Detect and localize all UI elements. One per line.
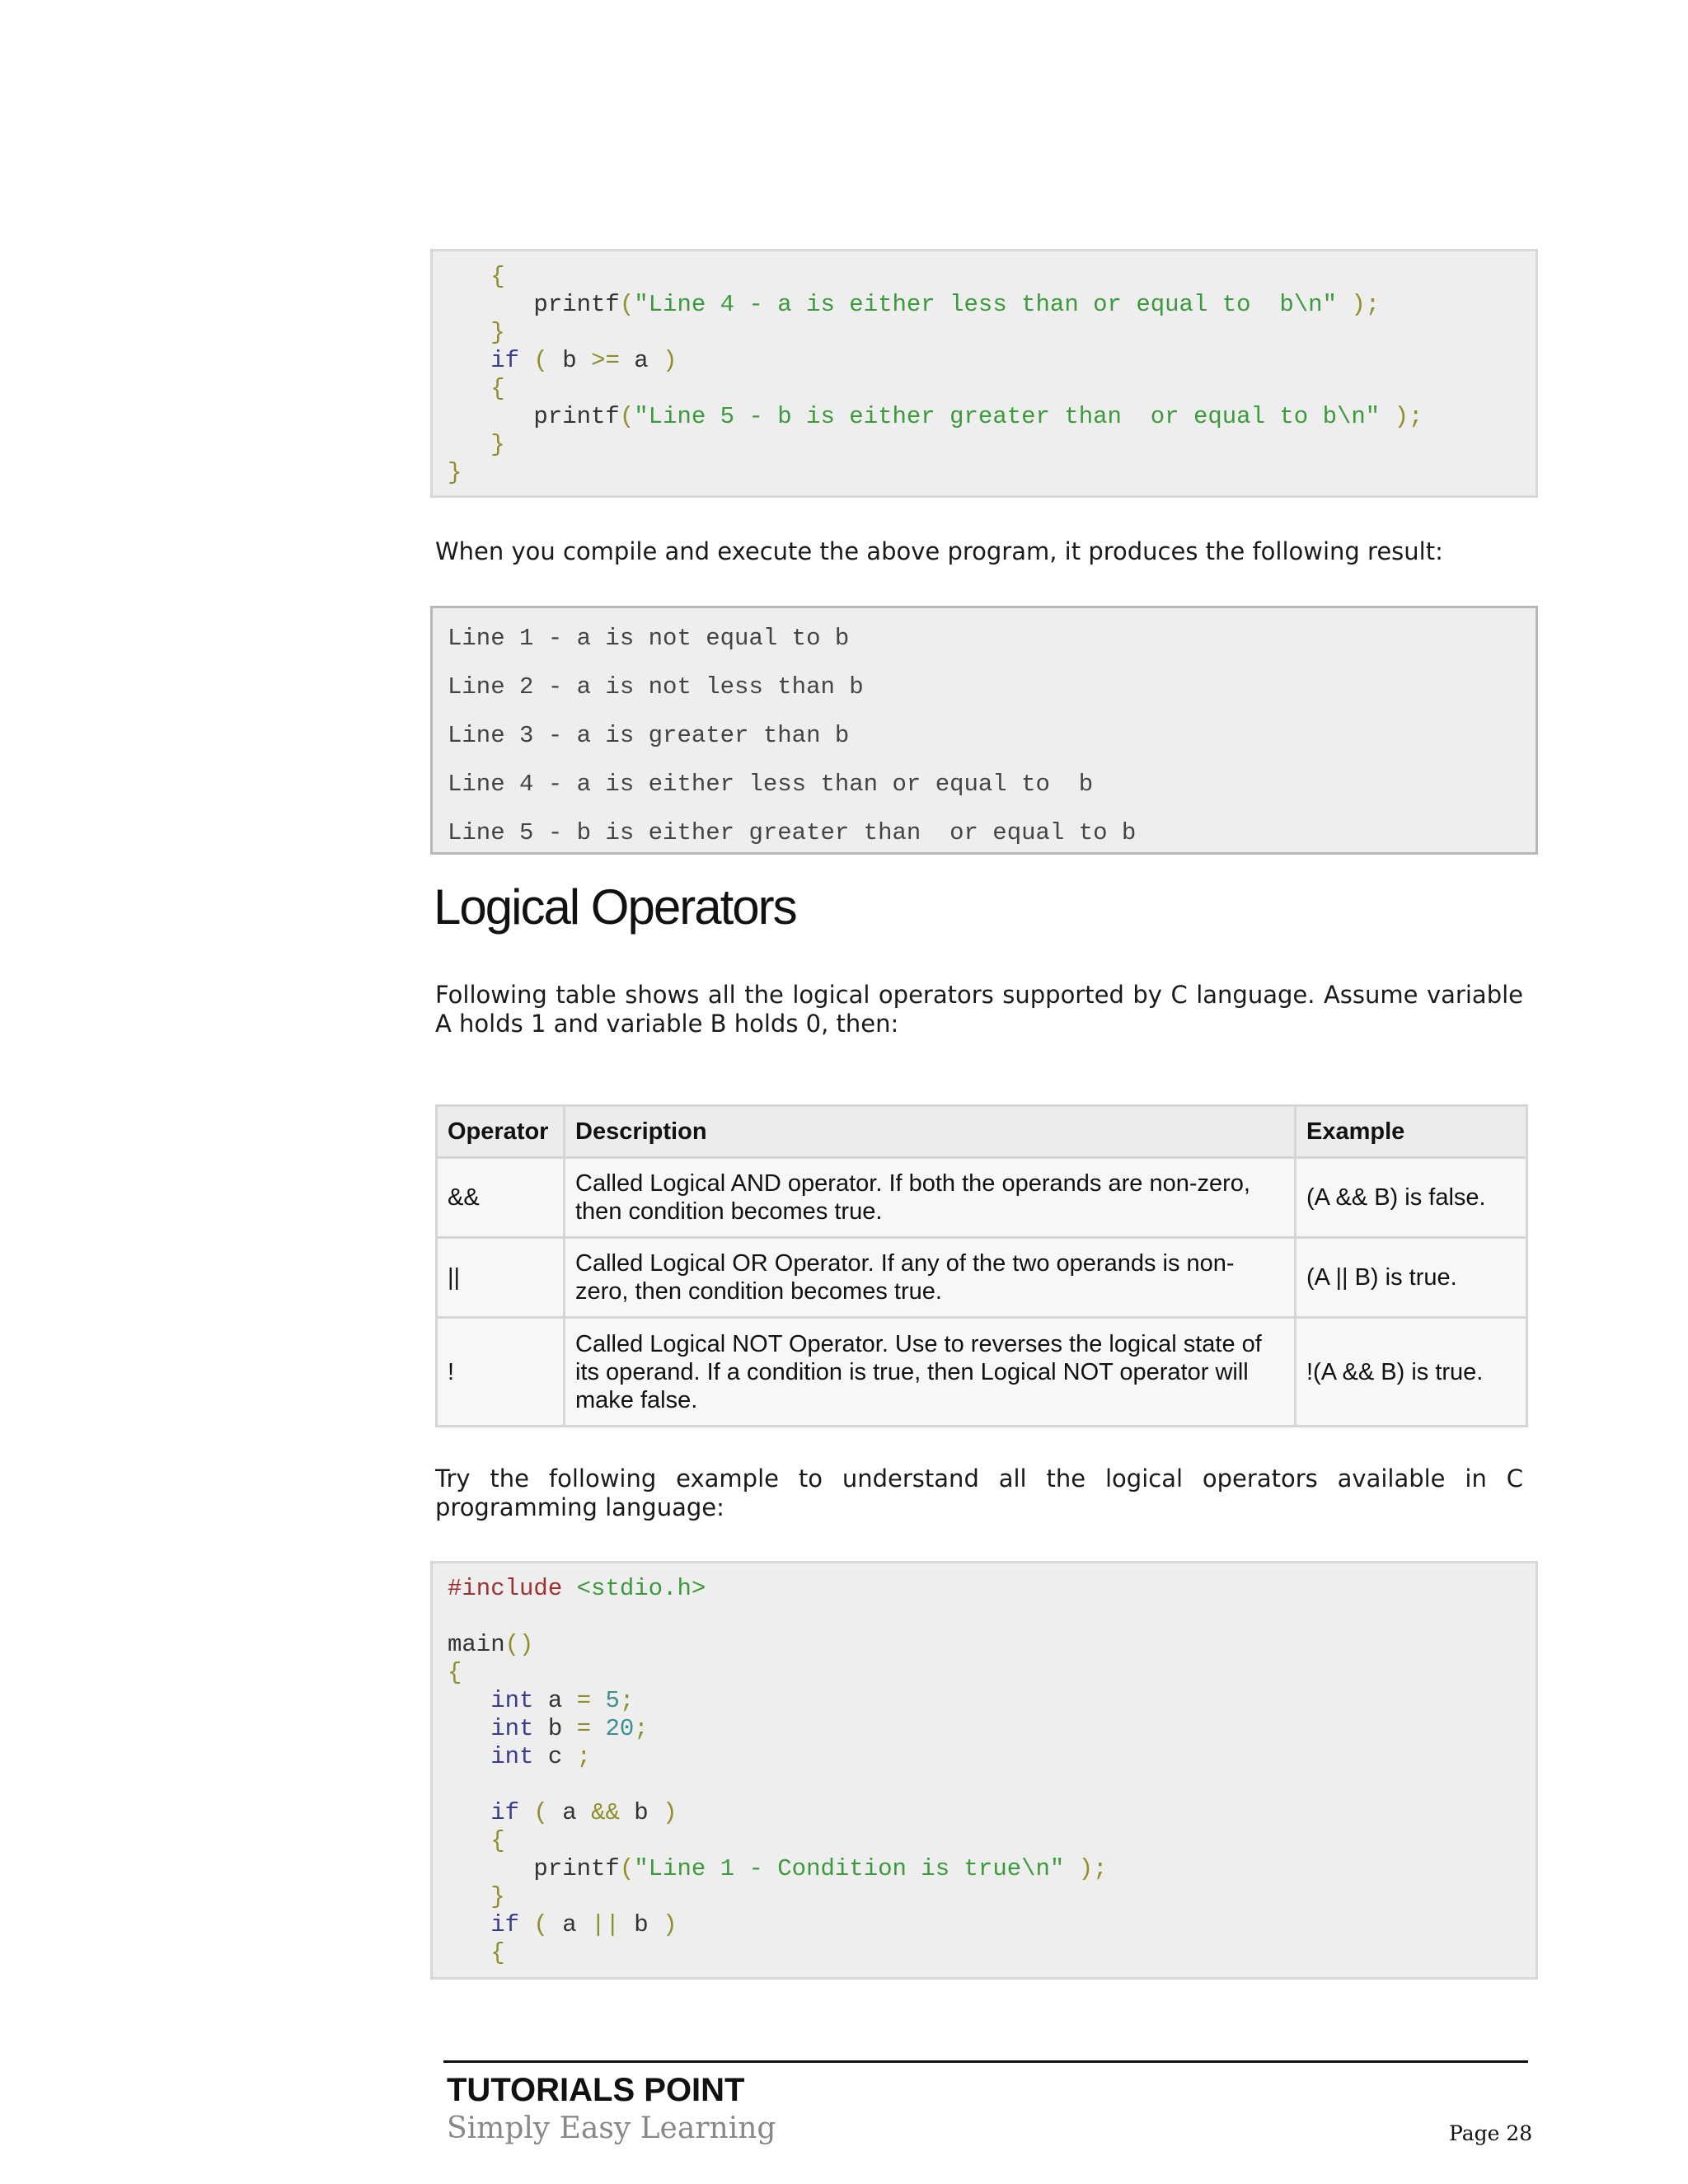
code-line xyxy=(448,319,505,347)
code-line xyxy=(448,459,462,487)
footer-divider xyxy=(443,2060,1528,2063)
code-line xyxy=(448,431,505,459)
code-token: () xyxy=(504,1631,534,1658)
code-token: int xyxy=(490,1715,534,1742)
code-token: b xyxy=(533,1715,577,1742)
code-token: >= xyxy=(591,347,620,374)
output-block xyxy=(430,606,1538,855)
code-token: ; xyxy=(634,1715,649,1742)
footer-brand: TUTORIALS POINT xyxy=(447,2072,745,2108)
description-cell: Called Logical AND operator. If both the operands are non-zero, then condition becomes true. xyxy=(565,1158,1296,1238)
description-cell: Called Logical OR Operator. If any of the two operands is non-zero, then condition becomes true. xyxy=(565,1238,1296,1318)
code-token: { xyxy=(490,1939,505,1966)
code-token: ; xyxy=(576,1743,592,1770)
code-token: c xyxy=(533,1743,577,1770)
code-token: ( xyxy=(619,1855,635,1882)
code-token: <stdio.h> xyxy=(576,1575,706,1602)
code-token: } xyxy=(490,431,505,458)
code-token: if xyxy=(490,1799,520,1826)
code-line xyxy=(448,1575,706,1603)
code-token: ) xyxy=(663,1799,678,1826)
code-token: && xyxy=(591,1799,620,1826)
code-line xyxy=(448,1883,505,1911)
code-block-top xyxy=(430,249,1538,498)
page-number: Page 28 xyxy=(1449,2121,1533,2145)
code-line xyxy=(448,375,505,403)
header-example: Example xyxy=(1296,1106,1527,1158)
code-token: b xyxy=(562,347,592,374)
code-token: ; xyxy=(619,1687,635,1714)
code-line xyxy=(448,347,678,375)
code-token: if xyxy=(490,1911,520,1938)
code-token: int xyxy=(490,1743,534,1770)
code-token: if xyxy=(490,347,520,374)
code-token: main xyxy=(448,1631,505,1658)
code-line xyxy=(448,1939,505,1967)
code-token: ( xyxy=(519,1911,563,1938)
code-token: } xyxy=(448,459,462,486)
output-line: Line 2 - a is not less than b xyxy=(448,673,864,701)
code-block-bottom xyxy=(430,1561,1538,1980)
code-token: printf xyxy=(533,291,620,318)
code-line xyxy=(448,1855,1108,1883)
code-token: } xyxy=(490,319,505,346)
code-token: ); xyxy=(1380,403,1423,430)
code-token: a xyxy=(562,1799,592,1826)
table-header-row xyxy=(437,1106,1527,1158)
example-cell: !(A && B) is true. xyxy=(1296,1318,1527,1427)
code-token: } xyxy=(490,1883,505,1910)
table-row xyxy=(437,1238,1527,1318)
code-line xyxy=(448,1659,462,1687)
code-token: ); xyxy=(1337,291,1381,318)
table-row xyxy=(437,1158,1527,1238)
code-line xyxy=(448,1687,634,1715)
code-token: a xyxy=(562,1911,592,1938)
code-token: ); xyxy=(1064,1855,1108,1882)
description-cell: Called Logical NOT Operator. Use to reverses the logical state of its operand. If a condition is true, then Logical NOT operator will make false. xyxy=(565,1318,1296,1427)
code-token: { xyxy=(490,1827,505,1854)
code-line xyxy=(448,1911,678,1939)
code-token xyxy=(591,1715,605,1742)
code-token: { xyxy=(490,263,505,290)
code-token: printf xyxy=(533,1855,620,1882)
code-token: a xyxy=(619,347,663,374)
code-line xyxy=(448,1631,533,1659)
code-token: int xyxy=(490,1687,534,1714)
operator-cell: ! xyxy=(437,1318,565,1427)
code-line xyxy=(448,1799,678,1827)
code-token: = xyxy=(576,1715,592,1742)
result-intro-paragraph: When you compile and execute the above program, it produces the following result: xyxy=(435,537,1443,565)
output-line: Line 4 - a is either less than or equal to b xyxy=(448,771,1094,798)
code-token: #include xyxy=(448,1575,563,1602)
output-line: Line 5 - b is either greater than or equal to b xyxy=(448,819,1137,846)
logical-operators-table xyxy=(435,1104,1528,1427)
operator-cell: && xyxy=(437,1158,565,1238)
code-token xyxy=(591,1687,605,1714)
code-token: printf xyxy=(533,403,620,430)
code-token: 5 xyxy=(605,1687,620,1714)
code-token: = xyxy=(576,1687,592,1714)
header-description: Description xyxy=(565,1106,1296,1158)
code-line xyxy=(448,263,505,291)
table-intro-paragraph: Following table shows all the logical operators supported by C language. Assume variable A holds 1 and variable B holds 0, then: xyxy=(435,981,1523,1038)
code-line xyxy=(448,403,1423,431)
code-token: ) xyxy=(663,1911,678,1938)
example-cell: (A || B) is true. xyxy=(1296,1238,1527,1318)
code-token: "Line 1 - Condition is true\n" xyxy=(634,1855,1065,1882)
table-row xyxy=(437,1318,1527,1427)
footer-tagline: Simply Easy Learning xyxy=(447,2111,776,2145)
code-token: ) xyxy=(663,347,678,374)
code-token: ( xyxy=(519,347,563,374)
output-line: Line 1 - a is not equal to b xyxy=(448,625,850,652)
code-token: b xyxy=(619,1911,663,1938)
code-token: "Line 4 - a is either less than or equal to b\n" xyxy=(634,291,1337,318)
code-token: || xyxy=(591,1911,620,1938)
code-token: 20 xyxy=(605,1715,635,1742)
header-operator: Operator xyxy=(437,1106,565,1158)
code-line xyxy=(448,1715,649,1743)
code-token: { xyxy=(490,375,505,402)
code-token: ( xyxy=(519,1799,563,1826)
code-token: ( xyxy=(619,291,635,318)
code-token: ( xyxy=(619,403,635,430)
section-heading: Logical Operators xyxy=(434,879,796,935)
example-cell: (A && B) is false. xyxy=(1296,1158,1527,1238)
code-token: b xyxy=(619,1799,663,1826)
code-token: { xyxy=(448,1659,462,1686)
example-intro-paragraph: Try the following example to understand all the logical operators available in C programming language: xyxy=(435,1465,1523,1521)
code-line xyxy=(448,1827,505,1855)
code-token xyxy=(562,1575,576,1602)
code-token: "Line 5 - b is either greater than or equal to b\n" xyxy=(634,403,1381,430)
code-line xyxy=(448,291,1380,319)
output-line: Line 3 - a is greater than b xyxy=(448,722,850,749)
code-line xyxy=(448,1743,591,1771)
operator-cell: || xyxy=(437,1238,565,1318)
code-token: a xyxy=(533,1687,577,1714)
